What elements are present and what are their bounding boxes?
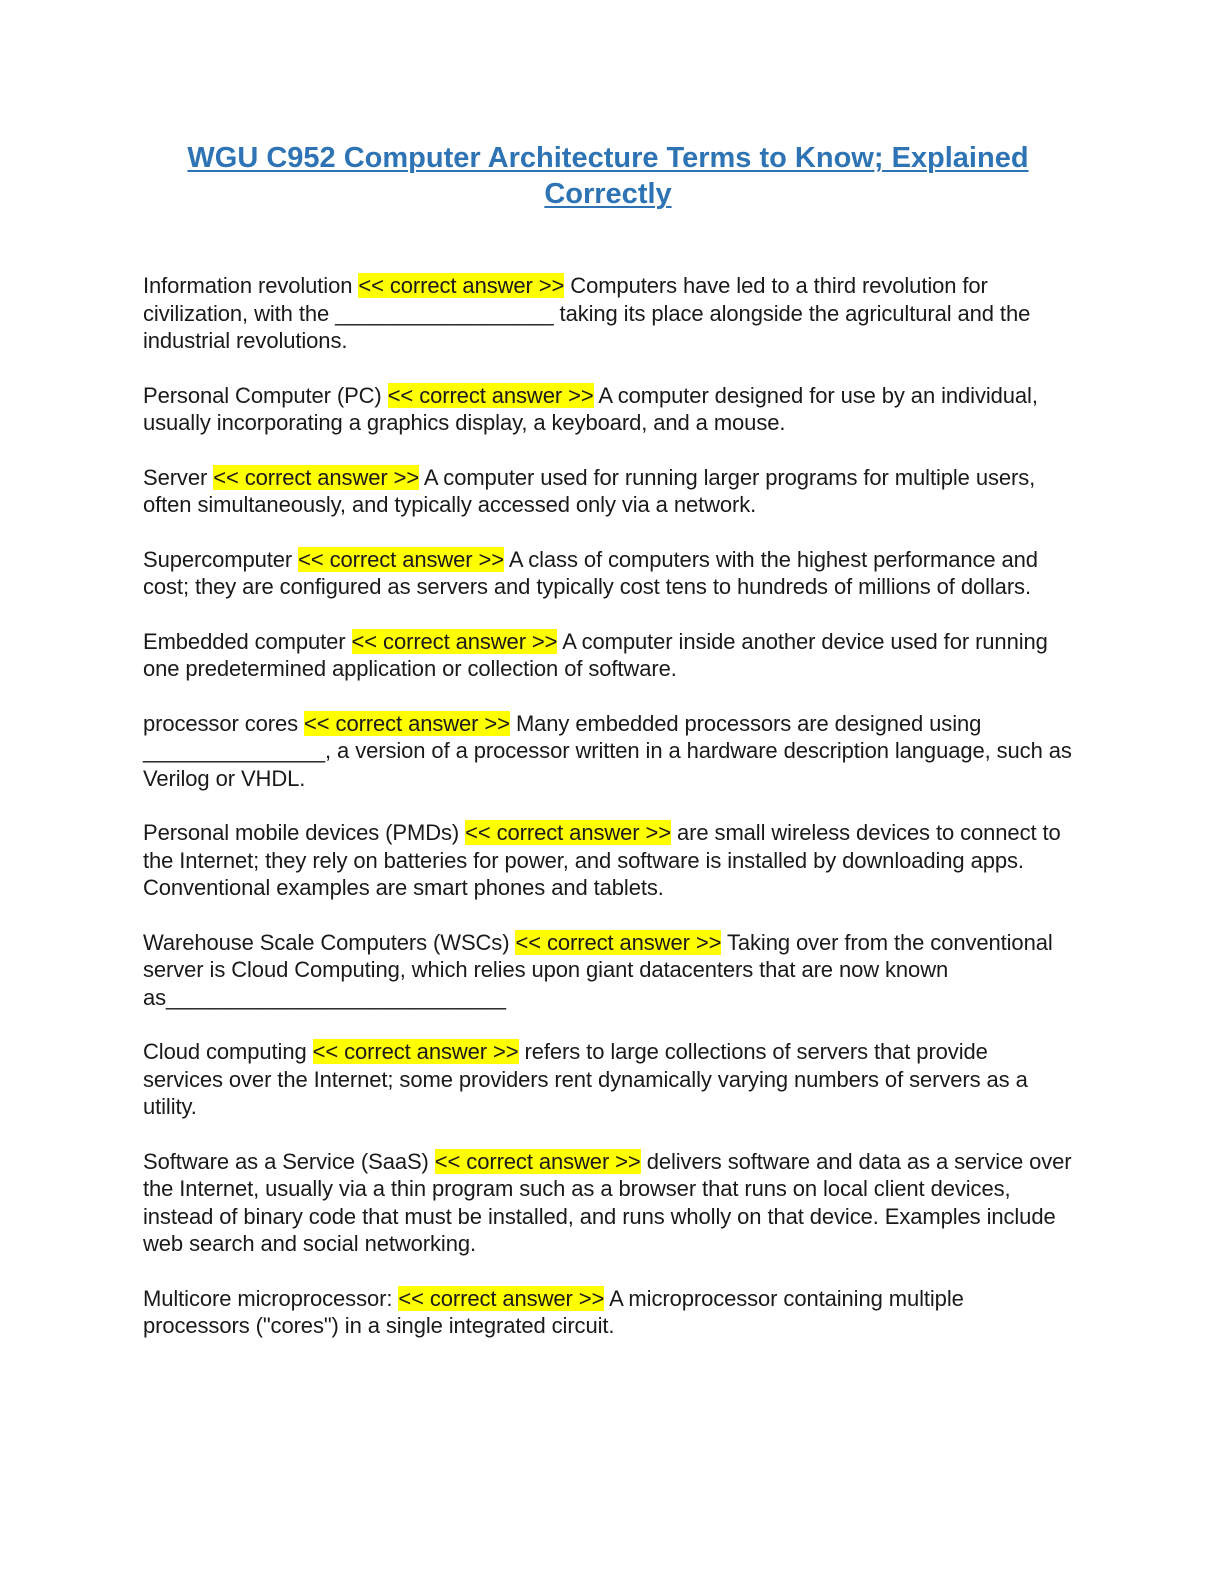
term-definition: refers to large collections of servers that provide services over the Internet; some providers rent dynamically varying numbers of servers as a utility. [143, 1039, 1028, 1119]
term-entry [143, 628, 1073, 683]
term-entry [143, 464, 1073, 519]
term-name: Personal mobile devices (PMDs) [143, 820, 460, 845]
term-definition: Computers have led to a third revolution for civilization, with the __________________ taking its place alongside the agricultural and the industrial revolutions. [143, 273, 1031, 353]
answer-marker: << correct answer >> [312, 1039, 519, 1064]
term-entry [143, 382, 1073, 437]
term-name: Multicore microprocessor: [143, 1285, 393, 1311]
answer-marker: << correct answer >> [298, 546, 505, 572]
document-title: WGU C952 Computer Architecture Terms to Know; Explained Correctly [187, 142, 1029, 210]
document-page [143, 140, 1073, 1367]
term-name: Personal Computer (PC) [143, 382, 382, 408]
answer-marker: << correct answer >> [398, 1285, 605, 1311]
answer-marker: << correct answer >> [515, 929, 722, 955]
term-entry [143, 819, 1073, 902]
answer-marker: << correct answer >> [358, 273, 565, 298]
answer-marker: << correct answer >> [304, 710, 510, 736]
term-name: Cloud computing [143, 1039, 307, 1064]
term-name: Supercomputer [143, 546, 293, 572]
term-name: Software as a Service (SaaS) [143, 1148, 429, 1174]
term-definition: A computer inside another device used for running one predetermined application or collection of software. [143, 628, 1048, 681]
term-name: Embedded computer [143, 628, 346, 654]
answer-marker: << correct answer >> [213, 464, 420, 490]
term-entry [143, 1285, 1073, 1340]
term-definition: A computer designed for use by an individual, usually incorporating a graphics display, a keyboard, and a mouse. [143, 382, 1038, 435]
term-definition: Taking over from the conventional server is Cloud Computing, which relies upon giant datacenters that are now known as____________________________ [143, 929, 1053, 1010]
term-entry [143, 1148, 1073, 1258]
term-entry [143, 272, 1073, 355]
term-definition: delivers software and data as a service over the Internet, usually via a thin program such as a browser that runs on local client devices, instead of binary code that must be installed, and runs wholly on that device. Examples include web search and social networking. [143, 1148, 1072, 1256]
term-name: Server [143, 464, 208, 490]
term-name: Warehouse Scale Computers (WSCs) [143, 929, 510, 955]
term-definition: A microprocessor containing multiple processors ("cores") in a single integrated circuit. [143, 1285, 964, 1338]
term-definition: Many embedded processors are designed using _______________, a version of a processor written in a hardware description language, such as Verilog or VHDL. [143, 710, 1072, 791]
term-entry [143, 546, 1073, 601]
term-definition: A computer used for running larger programs for multiple users, often simultaneously, and typically accessed only via a network. [143, 464, 1036, 517]
answer-marker: << correct answer >> [465, 820, 672, 845]
term-name: processor cores [143, 710, 299, 736]
term-definition: are small wireless devices to connect to the Internet; they rely on batteries for power, and software is installed by downloading apps. Conventional examples are smart phones and tablets. [143, 820, 1061, 900]
term-entry [143, 1038, 1073, 1121]
answer-marker: << correct answer >> [351, 628, 558, 654]
term-name: Information revolution [143, 273, 353, 298]
answer-marker: << correct answer >> [387, 382, 594, 408]
term-definition: A class of computers with the highest performance and cost; they are configured as servers and typically cost tens to hundreds of millions of dollars. [143, 546, 1038, 599]
term-entry [143, 710, 1073, 793]
answer-marker: << correct answer >> [434, 1148, 641, 1174]
term-entry [143, 929, 1073, 1012]
